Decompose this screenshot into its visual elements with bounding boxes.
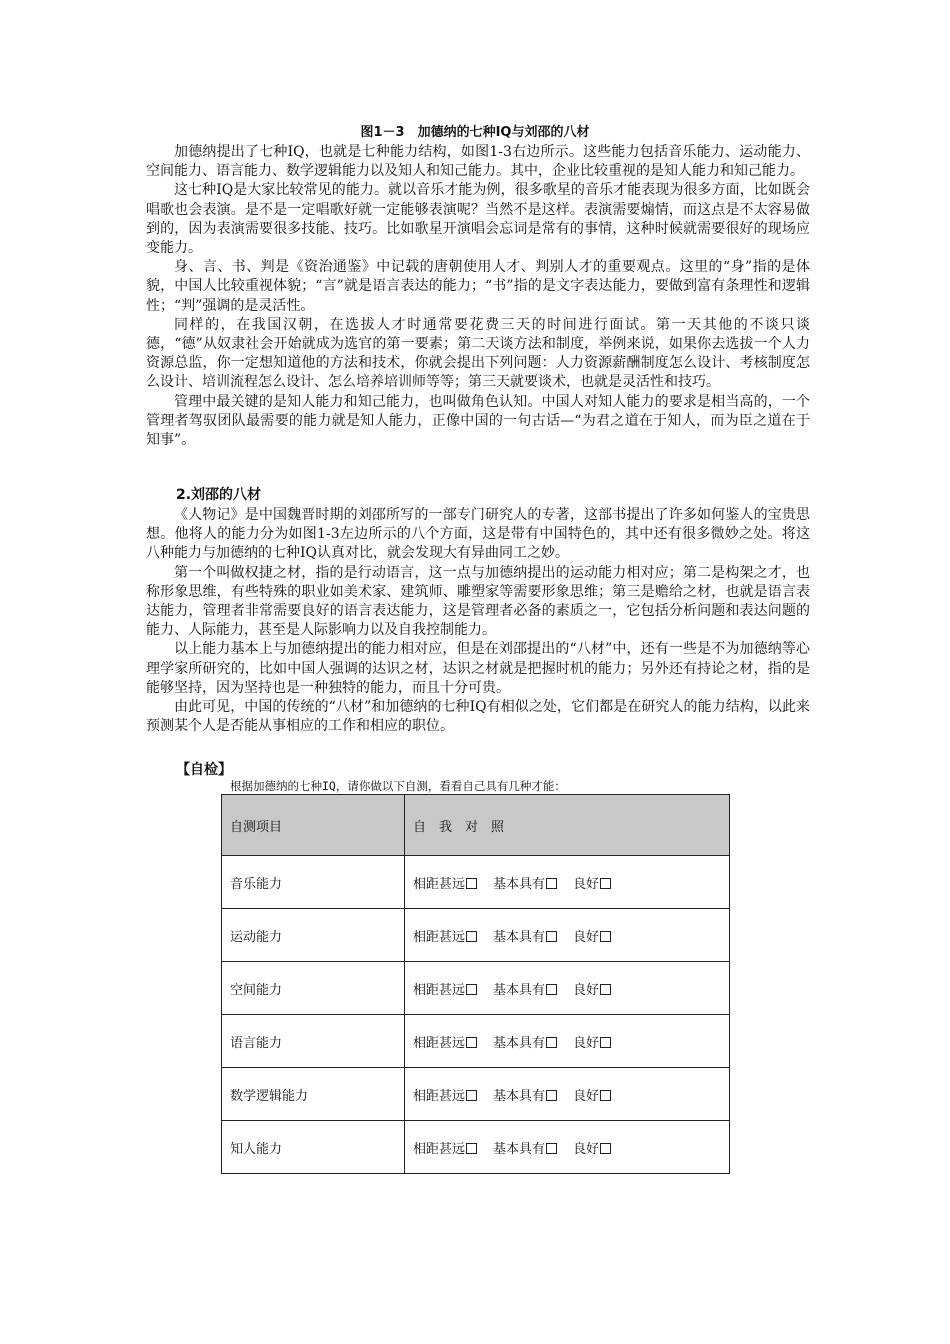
rating-option[interactable] xyxy=(573,1142,611,1157)
rating-option[interactable] xyxy=(573,1089,611,1104)
rating-option-label: 相距甚远 xyxy=(413,1035,466,1051)
rating-option-label: 相距甚远 xyxy=(413,929,466,945)
paragraph: 身、言、书、判是《资治通鉴》中记载的唐朝使用人才、判别人才的重要观点。这里的“身”指的是体貌，中国人比较重视体貌；“言”就是语言表达的能力；“书”指的是文字表达能力，要做到富有条理性和逻辑性；“判”强调的是灵活性。 xyxy=(146,259,810,314)
ability-name: 空间能力 xyxy=(222,962,405,1015)
rating-option[interactable] xyxy=(573,930,611,945)
checkbox[interactable] xyxy=(600,1143,611,1154)
rating-option-label: 基本具有 xyxy=(493,929,546,945)
header-item: 自测项目 xyxy=(222,795,405,856)
selfcheck-heading: 【自检】 xyxy=(176,762,232,778)
rating-option-label: 良好 xyxy=(573,1035,600,1051)
ability-name: 音乐能力 xyxy=(222,856,405,909)
selfcheck-table xyxy=(221,794,730,1174)
rating-option[interactable] xyxy=(493,983,557,998)
rating-option[interactable] xyxy=(573,1036,611,1051)
checkbox[interactable] xyxy=(546,878,557,889)
rating-option[interactable] xyxy=(493,1036,557,1051)
checkbox[interactable] xyxy=(546,931,557,942)
section1-body xyxy=(146,143,810,450)
header-compare: 自 我 对 照 xyxy=(405,795,730,856)
checkbox[interactable] xyxy=(600,984,611,995)
paragraph: 《人物记》是中国魏晋时期的刘邵所写的一部专门研究人的专著，这部书提出了许多如何鉴人的宝贵思想。他将人的能力分为如图1-3左边所示的八个方面，这是带有中国特色的，其中还有很多微妙之处。将这八种能力与加德纳的七种IQ认真对比，就会发现大有异曲同工之妙。 xyxy=(146,507,810,562)
rating-option-label: 良好 xyxy=(573,929,600,945)
rating-option-label: 基本具有 xyxy=(493,1035,546,1051)
rating-options xyxy=(405,1015,730,1068)
checkbox[interactable] xyxy=(600,878,611,889)
section2-heading: 2.刘邵的八材 xyxy=(176,487,262,503)
table-row xyxy=(222,1068,730,1121)
ability-name: 知人能力 xyxy=(222,1121,405,1174)
paragraph: 以上能力基本上与加德纳提出的能力相对应，但是在刘邵提出的“八材”中，还有一些是不为加德纳等心理学家所研究的，比如中国人强调的达识之材，达识之材就是把握时机的能力；另外还有持论之材，指的是能够坚持，因为坚持也是一种独特的能力，而且十分可贵。 xyxy=(146,641,810,696)
table-row xyxy=(222,1121,730,1174)
rating-options xyxy=(405,856,730,909)
rating-option[interactable] xyxy=(413,983,477,998)
paragraph: 这七种IQ是大家比较常见的能力。就以音乐才能为例，很多歌星的音乐才能表现为很多方面，比如既会唱歌也会表演。是不是一定唱歌好就一定能够表演呢？当然不是这样。表演需要煽情，而这点是不太容易做到的，因为表演需要很多技能、技巧。比如歌星开演唱会忘词是常有的事情，这种时候就需要很好的现场应变能力。 xyxy=(146,182,810,257)
rating-options xyxy=(405,962,730,1015)
paragraph: 第一个叫做权捷之材，指的是行动语言，这一点与加德纳提出的运动能力相对应；第二是构架之才，也称形象思维，有些特殊的职业如美术家、建筑师、雕塑家等需要形象思维；第三是赡给之材，也就是语言表达能力，管理者非常需要良好的语言表达能力，这是管理者必备的素质之一，它包括分析问题和表达问题的能力、人际能力，甚至是人际影响力以及自我控制能力。 xyxy=(146,564,810,639)
table-header-row xyxy=(222,795,730,856)
rating-option-label: 基本具有 xyxy=(493,1141,546,1157)
checkbox[interactable] xyxy=(466,878,477,889)
rating-options xyxy=(405,1068,730,1121)
rating-option-label: 良好 xyxy=(573,876,600,892)
ability-name: 语言能力 xyxy=(222,1015,405,1068)
paragraph: 同样的，在我国汉朝，在选拔人才时通常要花费三天的时间进行面试。第一天其他的不谈只谈德，“德”从奴隶社会开始就成为选官的第一要素；第二天谈方法和制度，举例来说，如果你去选拔一个人力资源总监，你一定想知道他的方法和技术，你就会提出下列问题：人力资源薪酬制度怎么设计、考核制度怎么设计、培训流程怎么设计、怎么培养培训师等等；第三天就要谈术，也就是灵活性和技巧。 xyxy=(146,316,810,391)
checkbox[interactable] xyxy=(466,984,477,995)
rating-option[interactable] xyxy=(573,983,611,998)
checkbox[interactable] xyxy=(600,1037,611,1048)
rating-option-label: 良好 xyxy=(573,1141,600,1157)
rating-option-label: 基本具有 xyxy=(493,876,546,892)
rating-options xyxy=(405,909,730,962)
table-row xyxy=(222,1015,730,1068)
table-row xyxy=(222,856,730,909)
section2-body xyxy=(146,506,810,736)
checkbox[interactable] xyxy=(466,1037,477,1048)
rating-option-label: 相距甚远 xyxy=(413,1141,466,1157)
rating-option-label: 良好 xyxy=(573,1088,600,1104)
table-row xyxy=(222,909,730,962)
paragraph: 加德纳提出了七种IQ，也就是七种能力结构，如图1-3右边所示。这些能力包括音乐能力、运动能力、空间能力、语言能力、数学逻辑能力以及知人和知己能力。其中，企业比较重视的是知人能力和知己能力。 xyxy=(146,144,810,180)
checkbox[interactable] xyxy=(466,1090,477,1101)
table-row xyxy=(222,962,730,1015)
rating-option[interactable] xyxy=(413,1142,477,1157)
checkbox[interactable] xyxy=(466,931,477,942)
rating-option[interactable] xyxy=(413,1036,477,1051)
checkbox[interactable] xyxy=(546,1143,557,1154)
checkbox[interactable] xyxy=(600,931,611,942)
rating-option[interactable] xyxy=(493,1142,557,1157)
rating-option[interactable] xyxy=(493,877,557,892)
rating-option-label: 相距甚远 xyxy=(413,1088,466,1104)
paragraph: 由此可见，中国的传统的“八材”和加德纳的七种IQ有相似之处，它们都是在研究人的能力结构，以此来预测某个人是否能从事相应的工作和相应的职位。 xyxy=(146,699,810,735)
checkbox[interactable] xyxy=(546,984,557,995)
ability-name: 数学逻辑能力 xyxy=(222,1068,405,1121)
rating-option-label: 良好 xyxy=(573,982,600,998)
ability-name: 运动能力 xyxy=(222,909,405,962)
checkbox[interactable] xyxy=(466,1143,477,1154)
rating-option[interactable] xyxy=(493,930,557,945)
rating-option[interactable] xyxy=(413,930,477,945)
rating-option[interactable] xyxy=(573,877,611,892)
checkbox[interactable] xyxy=(546,1037,557,1048)
rating-option-label: 基本具有 xyxy=(493,982,546,998)
rating-option-label: 相距甚远 xyxy=(413,876,466,892)
rating-options xyxy=(405,1121,730,1174)
figure-caption: 图1－3 加德纳的七种IQ与刘邵的八材 xyxy=(360,125,590,140)
checkbox[interactable] xyxy=(600,1090,611,1101)
rating-option-label: 基本具有 xyxy=(493,1088,546,1104)
rating-option-label: 相距甚远 xyxy=(413,982,466,998)
rating-option[interactable] xyxy=(413,877,477,892)
rating-option[interactable] xyxy=(493,1089,557,1104)
rating-option[interactable] xyxy=(413,1089,477,1104)
selfcheck-intro: 根据加德纳的七种IQ，请你做以下自测，看看自己具有几种才能： xyxy=(230,779,566,793)
checkbox[interactable] xyxy=(546,1090,557,1101)
paragraph: 管理中最关键的是知人能力和知己能力，也叫做角色认知。中国人对知人能力的要求是相当高的，一个管理者驾驭团队最需要的能力就是知人能力，正像中国的一句古话—“为君之道在于知人，而为臣之道在于知事”。 xyxy=(146,393,810,449)
